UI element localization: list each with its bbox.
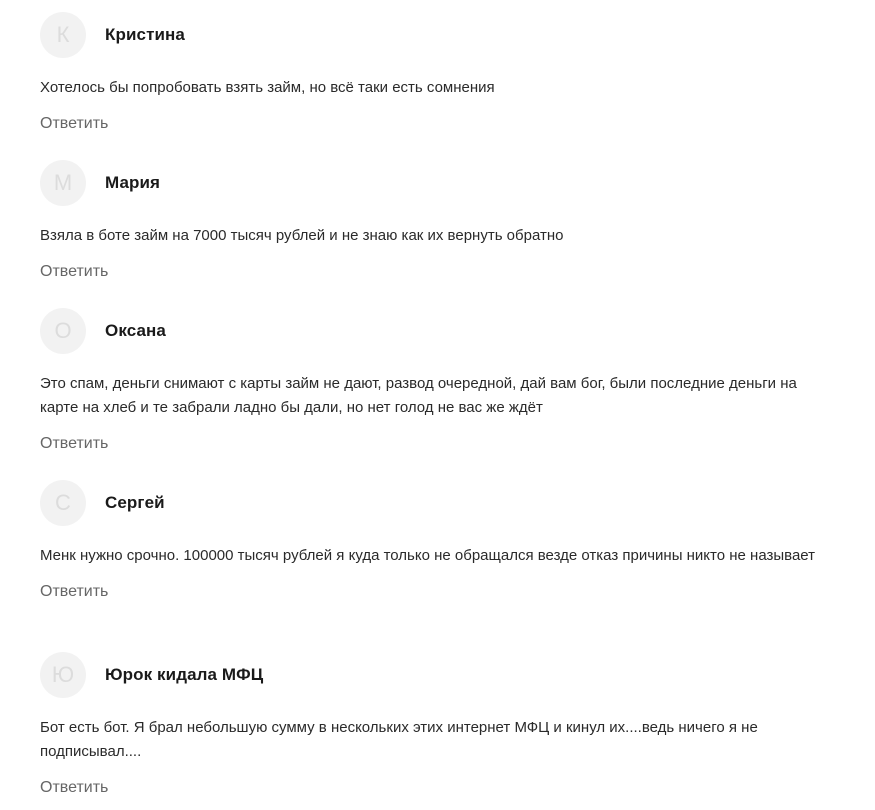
avatar: К [40, 12, 86, 58]
comment-text: Это спам, деньги снимают с карты займ не дают, развод очередной, дай вам бог, были последние деньги на карте на хлеб и те забрали ладно бы дали, но нет голод не вас же ждёт [40, 375, 797, 416]
comment-text: Взяла в боте займ на 7000 тысяч рублей и не знаю как их вернуть обратно [40, 227, 564, 244]
comment-header [40, 12, 840, 58]
reply-button[interactable]: Ответить [40, 263, 109, 280]
comment-header [40, 308, 840, 354]
avatar: Ю [40, 652, 86, 698]
comment-text: Менк нужно срочно. 100000 тысяч рублей я куда только не обращался везде отказ причины никто не называет [40, 547, 816, 564]
avatar: С [40, 480, 86, 526]
comment-text: Бот есть бот. Я брал небольшую сумму в нескольких этих интернет МФЦ и кинул их....ведь ничего я не подписывал.... [40, 719, 758, 760]
comment-item [40, 160, 840, 281]
comment-item [40, 308, 840, 453]
reply-button[interactable]: Ответить [40, 115, 109, 132]
comment-author: Оксана [105, 321, 166, 340]
comment-header [40, 652, 840, 698]
comment-author: Юрок кидала МФЦ [105, 665, 264, 684]
comment-author: Мария [105, 173, 161, 192]
comment-text: Хотелось бы попробовать взять займ, но всё таки есть сомнения [40, 79, 495, 96]
avatar: М [40, 160, 86, 206]
comment-item [40, 480, 840, 601]
reply-button[interactable]: Ответить [40, 435, 109, 452]
comment-item [40, 652, 840, 797]
comment-author: Сергей [105, 493, 165, 512]
comment-author: Кристина [105, 25, 185, 44]
avatar: О [40, 308, 86, 354]
reply-button[interactable]: Ответить [40, 779, 109, 796]
comment-header [40, 480, 840, 526]
comment-item [40, 12, 840, 133]
comment-header [40, 160, 840, 206]
reply-button[interactable]: Ответить [40, 583, 109, 600]
